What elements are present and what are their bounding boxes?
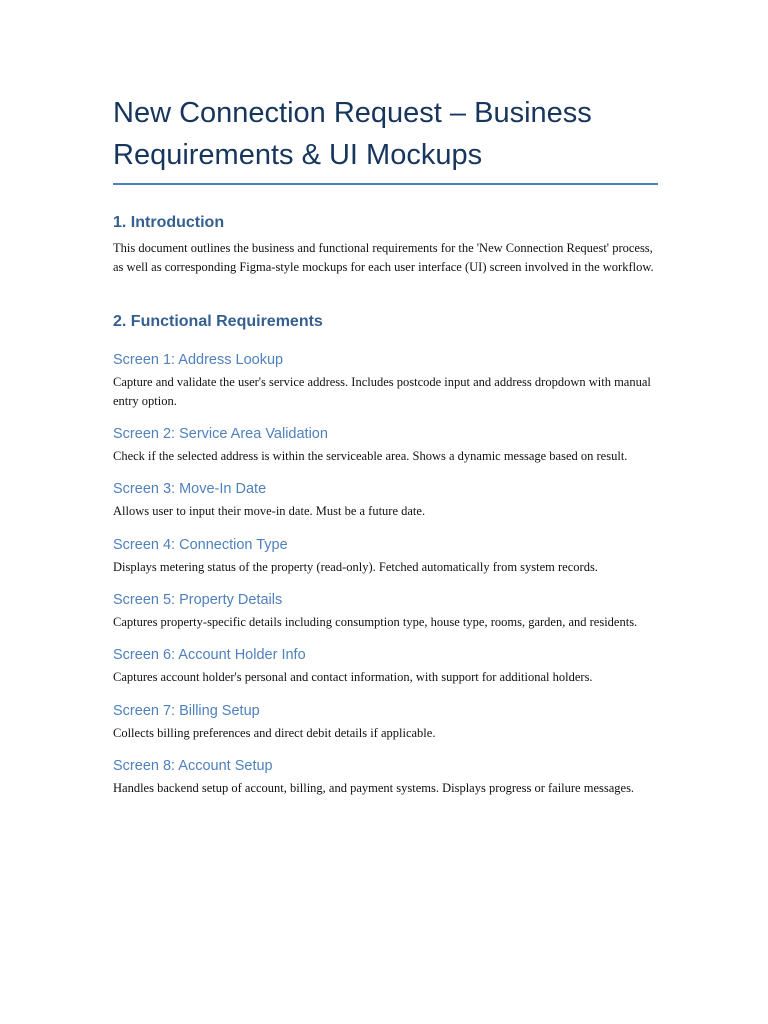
screen-description: Displays metering status of the property (read-only). Fetched automatically from system records. (113, 559, 598, 574)
screen-heading: Screen 3: Move-In Date (113, 481, 267, 498)
screen-description: Allows user to input their move-in date. Must be a future date. (113, 504, 426, 519)
screen-requirement-6 (113, 646, 658, 687)
screen-requirement-7 (113, 702, 658, 743)
screen-requirement-8 (113, 757, 658, 798)
screen-description: Capture and validate the user's service address. Includes postcode input and address dropdown with manual entry option. (113, 374, 651, 408)
screen-requirement-1 (113, 351, 658, 412)
screen-description: Captures account holder's personal and contact information, with support for additional holders. (113, 670, 593, 685)
screen-heading: Screen 8: Account Setup (113, 757, 273, 774)
screen-requirement-4 (113, 536, 658, 577)
screen-description: Handles backend setup of account, billing, and payment systems. Displays progress or failure messages. (113, 780, 635, 795)
section-heading-introduction: 1. Introduction (113, 214, 225, 231)
screen-description: Collects billing preferences and direct debit details if applicable. (113, 725, 436, 740)
screen-heading: Screen 4: Connection Type (113, 536, 288, 553)
screen-description: Check if the selected address is within the serviceable area. Shows a dynamic message based on result. (113, 449, 628, 464)
screen-requirement-3 (113, 480, 658, 521)
introduction-paragraph: This document outlines the business and functional requirements for the 'New Connection Request' process, as well as corresponding Figma-style mockups for each user interface (UI) screen involved in the workflow. (113, 241, 654, 275)
document-page (113, 92, 658, 798)
screen-heading: Screen 6: Account Holder Info (113, 647, 306, 664)
section-heading-functional-requirements: 2. Functional Requirements (113, 312, 323, 330)
screen-description: Captures property-specific details including consumption type, house type, rooms, garden, and residents. (113, 615, 638, 630)
screen-heading: Screen 7: Billing Setup (113, 702, 260, 719)
screen-heading: Screen 1: Address Lookup (113, 351, 284, 368)
screen-heading: Screen 2: Service Area Validation (113, 426, 328, 443)
screen-requirement-5 (113, 591, 658, 632)
screen-requirement-2 (113, 425, 658, 466)
document-title: New Connection Request – Business Requirements & UI Mockups (113, 92, 658, 185)
screen-heading: Screen 5: Property Details (113, 592, 283, 609)
